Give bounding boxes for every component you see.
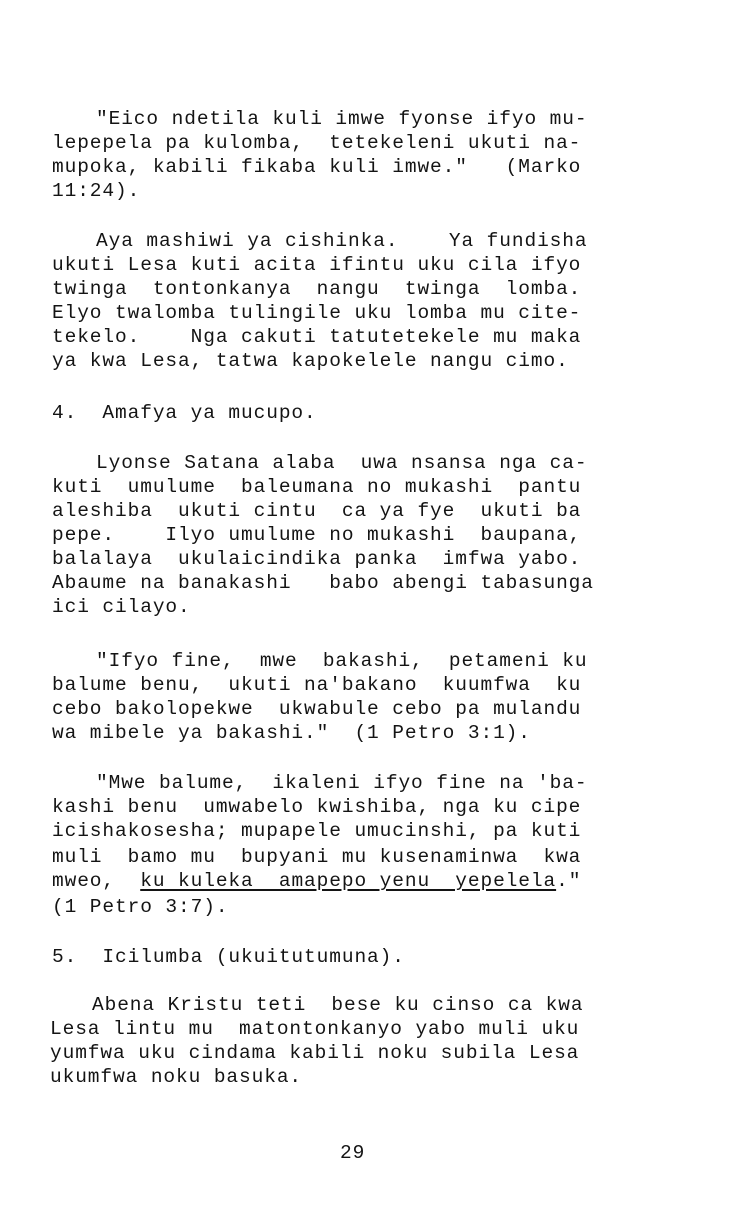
text-line: "Ifyo fine, mwe bakashi, petameni ku <box>96 650 588 672</box>
text-line: 11:24). <box>52 180 141 202</box>
text-line: yumfwa uku cindama kabili noku subila Lesa <box>50 1042 580 1064</box>
text-line: kashi benu umwabelo kwishiba, nga ku cipe <box>52 796 582 818</box>
section-heading: 5. Icilumba (ukuitutumuna). <box>52 946 405 968</box>
text-line: Elyo twalomba tulingile uku lomba mu cite- <box>52 302 582 324</box>
text-line: (1 Petro 3:7). <box>52 896 229 918</box>
text-line: tekelo. Nga cakuti tatutetekele mu maka <box>52 326 582 348</box>
text-line: Abena Kristu teti bese ku cinso ca kwa <box>92 994 584 1016</box>
text-line: Lyonse Satana alaba uwa nsansa nga ca- <box>96 452 588 474</box>
text-run: ." <box>556 870 582 892</box>
text-run: mweo, <box>52 870 141 892</box>
text-line: icishakosesha; mupapele umucinshi, pa kuti <box>52 820 582 842</box>
text-line <box>52 869 581 893</box>
text-line: balume benu, ukuti na'bakano kuumfwa ku <box>52 674 582 696</box>
text-line: muli bamo mu bupyani mu kusenaminwa kwa <box>52 846 582 868</box>
text-line: lepepela pa kulomba, tetekeleni ukuti na- <box>52 132 582 154</box>
text-line: Lesa lintu mu matontonkanyo yabo muli uku <box>50 1018 580 1040</box>
text-line: Abaume na banakashi babo abengi tabasunga <box>52 572 594 594</box>
text-line: wa mibele ya bakashi." (1 Petro 3:1). <box>52 722 531 744</box>
text-line: "Eico ndetila kuli imwe fyonse ifyo mu- <box>96 108 588 130</box>
text-line: twinga tontonkanya nangu twinga lomba. <box>52 278 582 300</box>
text-line: pepe. Ilyo umulume no mukashi baupana, <box>52 524 582 546</box>
text-line: mupoka, kabili fikaba kuli imwe." (Marko <box>52 156 582 178</box>
text-line: ukuti Lesa kuti acita ifintu uku cila ifyo <box>52 254 582 276</box>
text-line: cebo bakolopekwe ukwabule cebo pa mulandu <box>52 698 582 720</box>
underlined-phrase: ku kuleka amapepo yenu yepelela <box>140 870 557 892</box>
page-number: 29 <box>340 1142 366 1164</box>
section-heading: 4. Amafya ya mucupo. <box>52 402 317 424</box>
text-line: "Mwe balume, ikaleni ifyo fine na 'ba- <box>96 772 588 794</box>
text-line: ya kwa Lesa, tatwa kapokelele nangu cimo. <box>52 350 569 372</box>
text-line: balalaya ukulaicindika panka imfwa yabo. <box>52 548 582 570</box>
text-line: ukumfwa noku basuka. <box>50 1066 303 1088</box>
text-line: aleshiba ukuti cintu ca ya fye ukuti ba <box>52 500 582 522</box>
text-line: kuti umulume baleumana no mukashi pantu <box>52 476 582 498</box>
text-line: Aya mashiwi ya cishinka. Ya fundisha <box>96 230 588 252</box>
text-line: ici cilayo. <box>52 596 191 618</box>
